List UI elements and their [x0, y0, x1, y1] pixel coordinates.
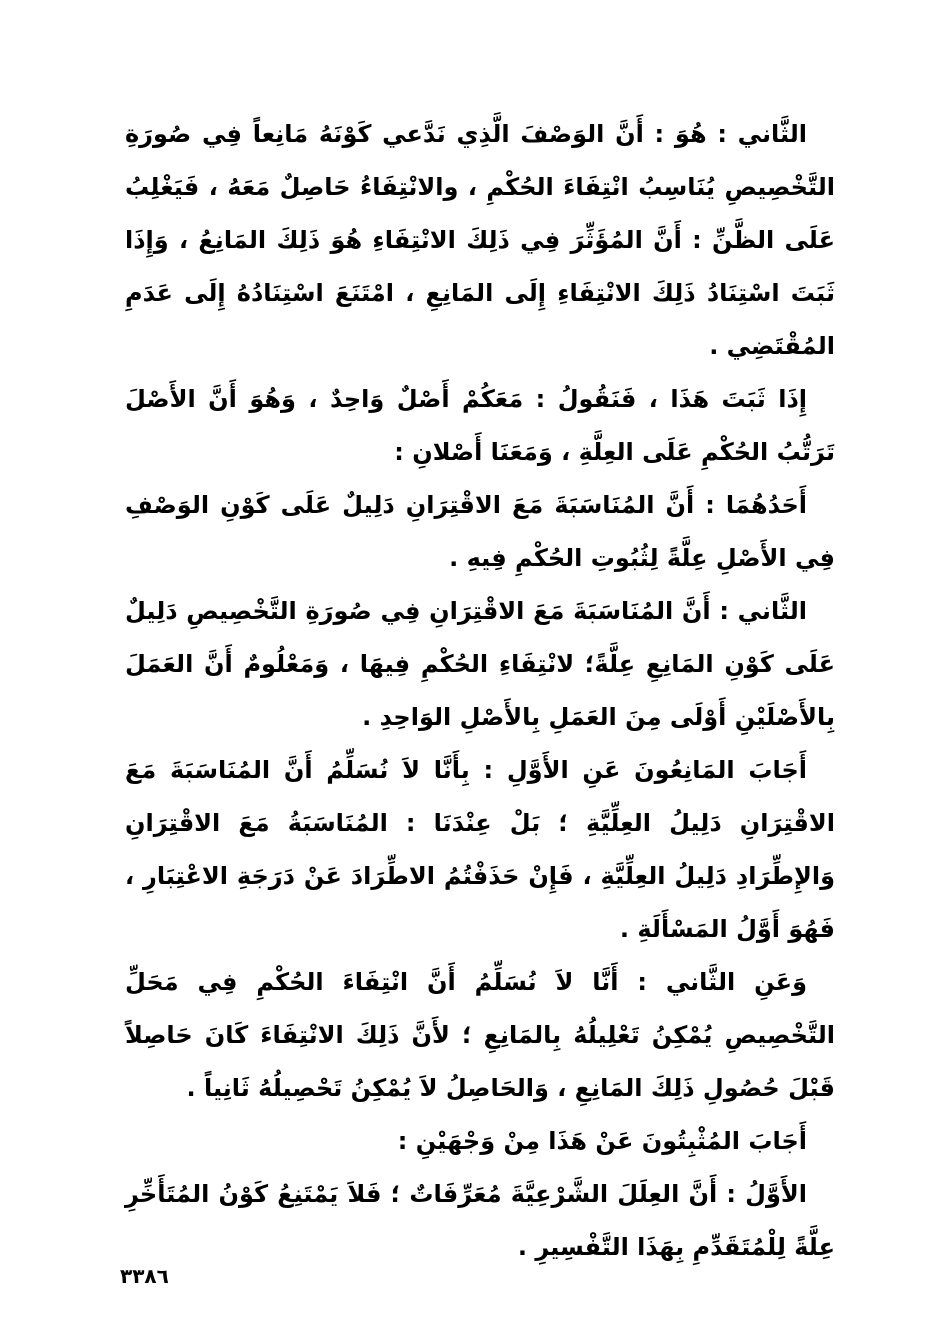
page-number: ٣٣٨٦ — [120, 1264, 169, 1288]
paragraph-2: إِذَا ثَبَتَ هَذَا ، فَنَقُولُ : مَعَكُمْ أَصْلٌ وَاحِدٌ ، وَهُوَ أَنَّ الأَصْلَ تَرَتُّبُ الحُكْمِ عَلَى العِلَّةِ ، وَمَعَنَا أَصْلانِ : — [125, 385, 835, 466]
paragraph-6: وَعَنِ الثَّاني : أَنَّا لاَ نُسَلِّمُ أَنَّ انْتِفَاءَ الحُكْمِ فِي مَحَلِّ التَّخْصِيصِ يُمْكِنُ تَعْلِيلُهُ بِالمَانِعِ ؛ لأَنَّ ذَلِكَ الانْتِفَاءَ كَانَ حَاصِلاً قَبْلَ حُصُولِ ذَلِكَ المَانِعِ ، وَالحَاصِلُ لاَ يُمْكِنُ تَحْصِيلُهُ ثَانِياً . — [125, 968, 835, 1102]
paragraph-5: أَجَابَ المَانِعُونَ عَنِ الأَوَّلِ : بِأَنَّا لاَ نُسَلِّمُ أَنَّ المُنَاسَبَةَ مَعَ الاقْتِرَانِ دَلِيلُ العِلِّيَّةِ ؛ بَلْ عِنْدَنَا : المُنَاسَبَةُ مَعَ الاقْتِرَانِ وَالإِطِّرَادِ دَلِيلُ العِلِّيَّةِ ، فَإِنْ حَذَفْتُمُ الاطِّرَادَ عَنْ دَرَجَةِ الاعْتِبَارِ ، فَهُوَ أَوَّلُ المَسْأَلَةِ . — [125, 756, 835, 943]
body-text — [125, 108, 835, 1274]
paragraph-7: أَجَابَ المُثْبِتُونَ عَنْ هَذَا مِنْ وَجْهَيْنِ : — [397, 1127, 807, 1155]
paragraph-3: أَحَدُهُمَا : أَنَّ المُنَاسَبَةَ مَعَ الاقْتِرَانِ دَلِيلٌ عَلَى كَوْنِ الوَصْفِ فِي الأَصْلِ عِلَّةً لِثُبُوتِ الحُكْمِ فِيهِ . — [125, 491, 835, 572]
paragraph-1: الثَّاني : هُوَ : أَنَّ الوَصْفَ الَّذِي نَدَّعي كَوْنَهُ مَانِعاً فِي صُورَةِ التَّخْصِيصِ يُنَاسِبُ انْتِفَاءَ الحُكْمِ ، والانْتِفَاءُ حَاصِلٌ مَعَهُ ، فَيَغْلِبُ عَلَى الظَّنِّ : أَنَّ المُؤَثِّرَ فِي ذَلِكَ الانْتِفَاءِ هُوَ ذَلِكَ المَانِعُ ، وَإِذَا ثَبَتَ اسْتِنَادُ ذَلِكَ الانْتِفَاءِ إِلَى المَانِعِ ، امْتَنَعَ اسْتِنَادُهُ إِلَى عَدَمِ المُقْتَضِي . — [125, 120, 835, 360]
paragraph-8: الأَوَّلُ : أَنَّ العِلَلَ الشَّرْعِيَّةَ مُعَرِّفَاتٌ ؛ فَلاَ يَمْتَنِعُ كَوْنُ المُتَأَخِّرِ عِلَّةً لِلْمُتَقَدِّمِ بِهَذَا التَّفْسِيرِ . — [125, 1180, 835, 1261]
paragraph-4: الثَّاني : أَنَّ المُنَاسَبَةَ مَعَ الاقْتِرَانِ فِي صُورَةِ التَّخْصِيصِ دَلِيلٌ عَلَى كَوْنِ المَانِعِ عِلَّةً؛ لانْتِفَاءِ الحُكْمِ فِيهَا ، وَمَعْلُومٌ أَنَّ العَمَلَ بِالأَصْلَيْنِ أَوْلَى مِنَ العَمَلِ بِالأَصْلِ الوَاحِدِ . — [125, 597, 835, 731]
